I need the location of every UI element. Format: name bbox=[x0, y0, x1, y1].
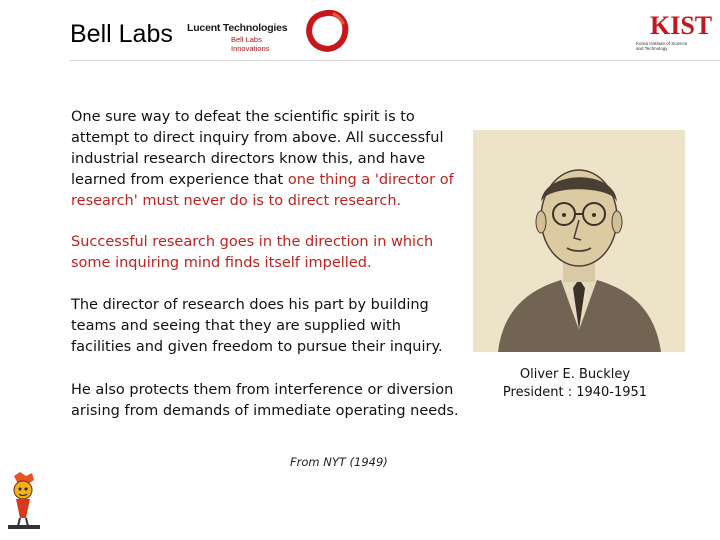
kist-logo-icon bbox=[630, 8, 713, 52]
lucent-ring-icon bbox=[304, 8, 350, 54]
quote-paragraph-2: Successful research goes in the direction in which some inquiring mind finds itself impelled. bbox=[71, 234, 434, 271]
quote-paragraph-1 bbox=[71, 107, 461, 212]
quote-paragraph-3: The director of research does his part by building teams and seeing that they are supplied with facilities and given freedom to pursue their inquiry. bbox=[71, 297, 443, 355]
kist-tagline: Korea Institute of Science and Technology bbox=[636, 41, 688, 51]
portrait-role: President : 1940-1951 bbox=[502, 385, 648, 400]
portrait-name: Oliver E. Buckley bbox=[519, 367, 631, 382]
lucent-tagline: Bell Labs Innovations bbox=[231, 35, 270, 53]
page-title: Bell Labs bbox=[70, 20, 173, 48]
header-divider bbox=[70, 60, 720, 61]
lucent-logo bbox=[187, 22, 299, 52]
kist-logo-text: KIST bbox=[650, 11, 713, 40]
mascot-icon bbox=[4, 470, 44, 530]
portrait-caption bbox=[480, 366, 670, 402]
quote-source: From NYT (1949) bbox=[290, 455, 388, 469]
quote-paragraph-1-highlight: one thing a 'director of research' must never do is to direct research. bbox=[71, 172, 454, 209]
portrait-image bbox=[473, 130, 685, 352]
lucent-name: Lucent Technologies bbox=[187, 22, 288, 34]
quote-paragraph-1-text: One sure way to defeat the scientific spirit is to attempt to direct inquiry from above. All successful industrial research directors know this, and have learned from experience that bbox=[71, 109, 444, 188]
quote-paragraph-4: He also protects them from interference or diversion arising from demands of immediate operating needs. bbox=[71, 382, 459, 419]
